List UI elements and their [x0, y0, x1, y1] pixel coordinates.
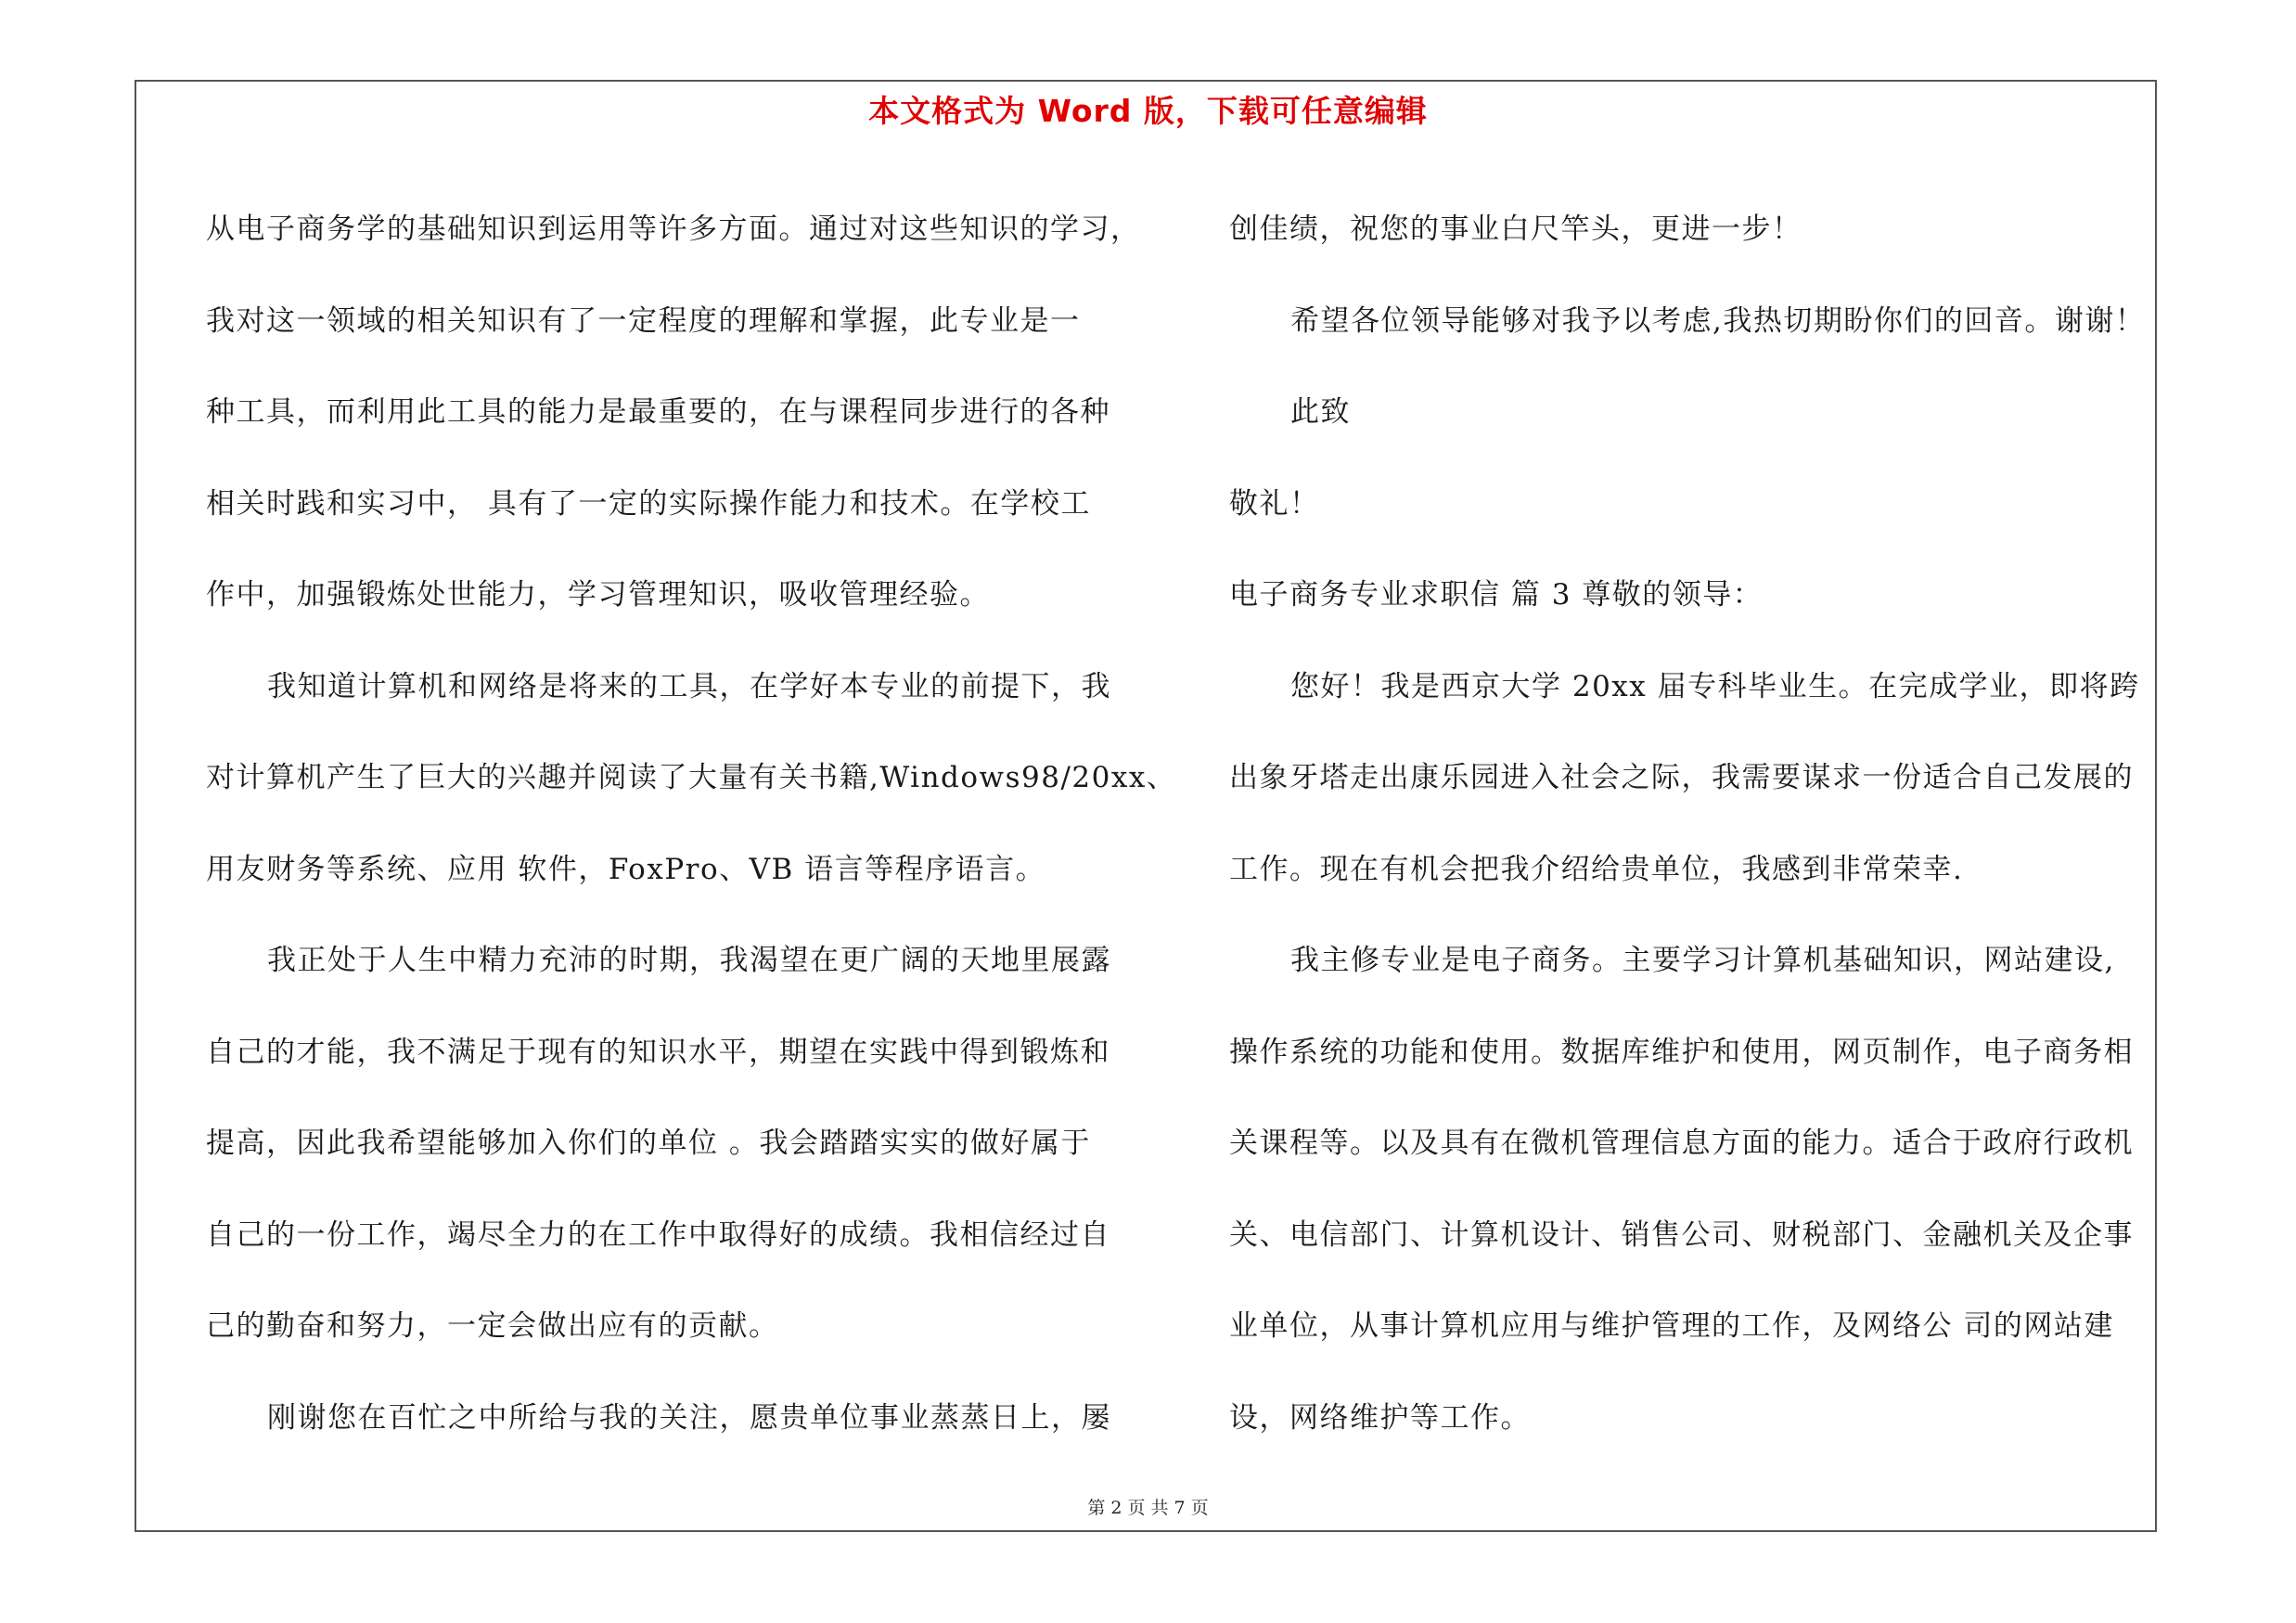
text-line: 种工具，而利用此工具的能力是最重要的，在与课程同步进行的各种 — [206, 395, 1110, 429]
paragraph-start-line: 您好！我是西京大学 20xx 届专科毕业生。在完成学业，即将跨 — [1290, 669, 2140, 703]
closing-salutation: 此致 — [1290, 395, 1351, 429]
text-line: 对计算机产生了巨大的兴趣并阅读了大量有关书籍,Windows98/20xx、 — [206, 761, 1177, 794]
text-line: 操作系统的功能和使用。数据库维护和使用，网页制作，电子商务相 — [1229, 1035, 2134, 1069]
text-line: 关课程等。以及具有在微机管理信息方面的能力。适合于政府行政机 — [1229, 1127, 2134, 1160]
paragraph-start-line: 我知道计算机和网络是将来的工具，在学好本专业的前提下，我 — [267, 669, 1111, 703]
text-line: 己的勤奋和努力，一定会做出应有的贡献。 — [206, 1309, 779, 1343]
text-line: 作中，加强锻炼处世能力，学习管理知识，吸收管理经验。 — [206, 578, 990, 612]
text-line: 自己的一份工作，竭尽全力的在工作中取得好的成绩。我相信经过自 — [206, 1217, 1110, 1252]
text-line: 我对这一领域的相关知识有了一定程度的理解和掌握，此专业是一 — [206, 303, 1081, 338]
section-heading-line: 电子商务专业求职信 篇 3 尊敬的领导： — [1229, 578, 1764, 612]
text-line: 从电子商务学的基础知识到运用等许多方面。通过对这些知识的学习， — [206, 213, 1141, 246]
paragraph-start-line: 刚谢您在百忙之中所给与我的关注，愿贵单位事业蒸蒸日上，屡 — [267, 1400, 1111, 1435]
text-line: 相关时践和实习中， 具有了一定的实际操作能力和技术。在学校工 — [206, 486, 1091, 521]
text-line: 提高，因此我希望能够加入你们的单位 。我会踏踏实实的做好属于 — [206, 1127, 1091, 1160]
text-line: 工作。现在有机会把我介绍给贵单位，我感到非常荣幸. — [1229, 852, 1964, 886]
left-column — [206, 184, 1177, 1463]
right-column — [1229, 184, 2157, 1463]
text-line: 关、电信部门、计算机设计、销售公司、财税部门、金融机关及企事 — [1229, 1217, 2134, 1252]
closing-regards: 敬礼！ — [1229, 486, 1320, 521]
paragraph-start-line: 我正处于人生中精力充沛的时期，我渴望在更广阔的天地里展露 — [267, 944, 1111, 977]
header-notice: 本文格式为 Word 版，下载可任意编辑 — [868, 93, 1428, 129]
text-line: 设，网络维护等工作。 — [1229, 1400, 1531, 1435]
text-line: 自己的才能，我不满足于现有的知识水平，期望在实践中得到锻炼和 — [206, 1035, 1110, 1069]
paragraph-start-line: 希望各位领导能够对我予以考虑,我热切期盼你们的回音。谢谢！ — [1290, 303, 2146, 338]
page-number: 第 2 页 共 7 页 — [1087, 1498, 1209, 1518]
text-line: 创佳绩，祝您的事业白尺竿头，更进一步！ — [1229, 213, 1802, 246]
text-line: 出象牙塔走出康乐园进入社会之际，我需要谋求一份适合自己发展的 — [1229, 761, 2134, 794]
text-line: 用友财务等系统、应用 软件，FoxPro、VB 语言等程序语言。 — [206, 852, 1046, 886]
paragraph-start-line: 我主修专业是电子商务。主要学习计算机基础知识，网站建设, — [1290, 944, 2115, 977]
text-line: 业单位，从事计算机应用与维护管理的工作，及网络公 司的网站建 — [1229, 1309, 2114, 1343]
